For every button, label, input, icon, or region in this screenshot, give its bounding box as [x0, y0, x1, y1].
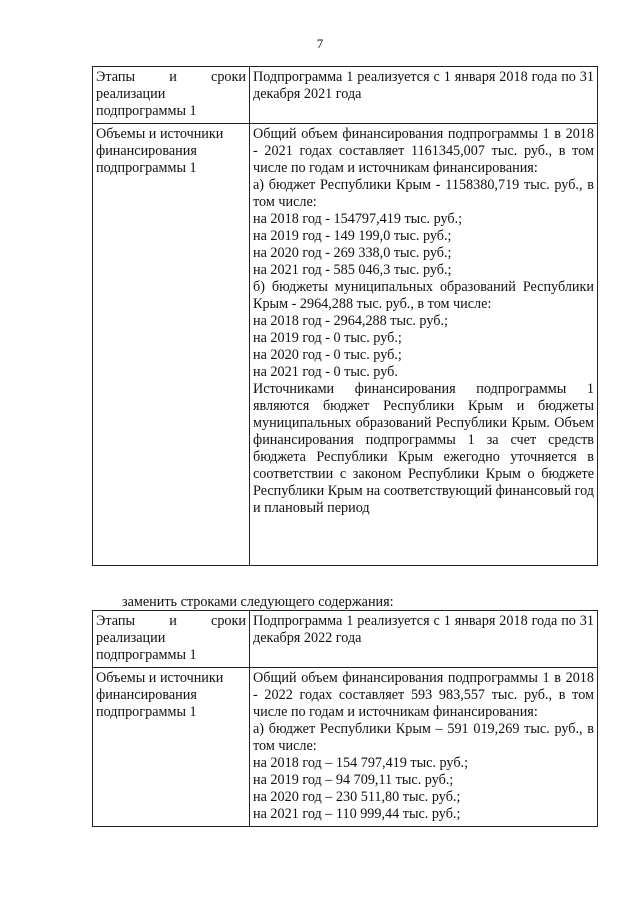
funding-line: на 2018 год - 2964,288 тыс. руб.;	[253, 313, 448, 329]
label-word: Этапы	[96, 69, 135, 85]
funding-line: на 2021 год - 0 тыс. руб.	[253, 364, 398, 380]
funding-label-cell: Объемы и источники финансирования подпрограммы 1	[93, 124, 250, 566]
label-word: и	[169, 69, 177, 85]
table-row	[93, 611, 598, 668]
stage-label-rest: реализации подпрограммы 1	[96, 86, 197, 119]
funding-line: Источниками финансирования подпрограммы 1 являются бюджет Республики Крым и бюджеты муниципальных образований Республики Крым. Объем финансирования подпрограммы 1 за счет средств бюджета Республики Крым ежегодно уточняется в соответствии с законом Республики Крым о бюджете Республики Крым на соответствующий финансовый год и плановый период	[253, 381, 595, 516]
stage-label-rest: реализации подпрограммы 1	[96, 630, 197, 663]
funding-line: на 2018 год – 154 797,419 тыс. руб.;	[253, 755, 469, 771]
funding-line: на 2020 год – 230 511,80 тыс. руб.;	[253, 789, 461, 805]
new-subprogram-table	[92, 610, 598, 827]
old-subprogram-table	[92, 66, 598, 566]
stage-label-cell	[93, 611, 250, 668]
funding-line: на 2018 год - 154797,419 тыс. руб.;	[253, 211, 463, 227]
label-word: Этапы	[96, 613, 135, 629]
stage-label-first-line	[96, 69, 246, 86]
table-row	[93, 668, 598, 827]
funding-line: на 2019 год - 149 199,0 тыс. руб.;	[253, 228, 452, 244]
stage-value-cell: Подпрограмма 1 реализуется с 1 января 2018 года по 31 декабря 2022 года	[250, 611, 598, 668]
label-word: сроки	[211, 69, 246, 85]
funding-line: б) бюджеты муниципальных образований Республики Крым - 2964,288 тыс. руб., в том числе:	[253, 279, 594, 312]
stage-label-first-line	[96, 613, 246, 630]
funding-line: на 2021 год – 110 999,44 тыс. руб.;	[253, 806, 461, 822]
table-row	[93, 124, 598, 566]
funding-line: Общий объем финансирования подпрограммы 1 в 2018 - 2022 годах составляет 593 983,557 тыс. руб., в том числе по годам и источникам финансирования:	[253, 670, 594, 720]
funding-line: а) бюджет Республики Крым - 1158380,719 тыс. руб., в том числе:	[253, 177, 594, 210]
funding-line: на 2020 год - 0 тыс. руб.;	[253, 347, 402, 363]
funding-line: а) бюджет Республики Крым – 591 019,269 тыс. руб., в том числе:	[253, 721, 594, 754]
replace-instruction: заменить строками следующего содержания:	[122, 594, 394, 610]
funding-line: Общий объем финансирования подпрограммы 1 в 2018 - 2021 годах составляет 1161345,007 тыс. руб., в том числе по годам и источникам финансирования:	[253, 126, 594, 176]
funding-label-cell: Объемы и источники финансирования подпрограммы 1	[93, 668, 250, 827]
funding-line: на 2021 год - 585 046,3 тыс. руб.;	[253, 262, 452, 278]
label-word: сроки	[211, 613, 246, 629]
funding-line: на 2019 год - 0 тыс. руб.;	[253, 330, 402, 346]
page-number: 7	[316, 36, 324, 51]
stage-label-cell	[93, 67, 250, 124]
funding-value-cell	[250, 668, 598, 827]
funding-line: на 2019 год – 94 709,11 тыс. руб.;	[253, 772, 454, 788]
table-row	[93, 67, 598, 124]
funding-line: на 2020 год - 269 338,0 тыс. руб.;	[253, 245, 452, 261]
funding-value-cell	[250, 124, 598, 566]
stage-value-cell: Подпрограмма 1 реализуется с 1 января 2018 года по 31 декабря 2021 года	[250, 67, 598, 124]
label-word: и	[169, 613, 177, 629]
